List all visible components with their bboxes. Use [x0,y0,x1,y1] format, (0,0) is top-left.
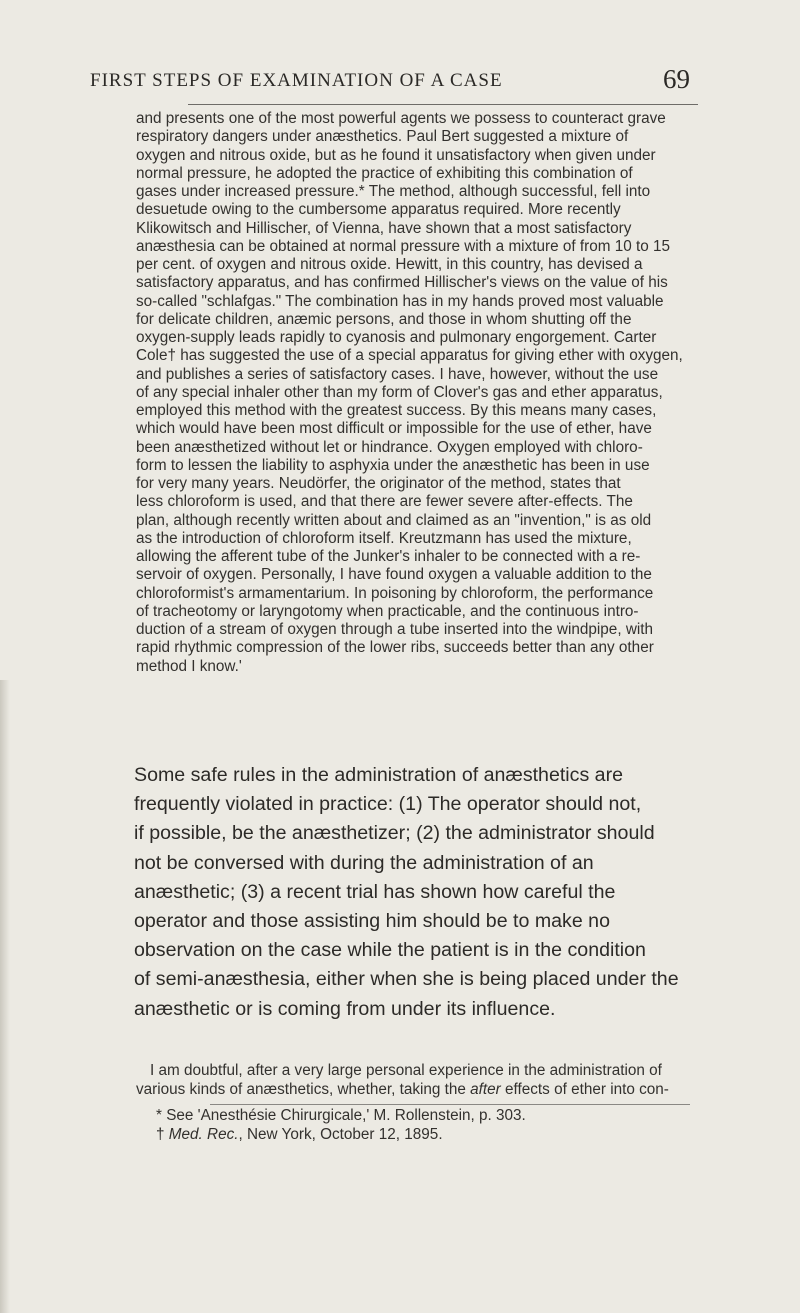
text-line: which would have been most difficult or impossible for the use of ether, have [136,420,652,438]
text-line: oxygen and nitrous oxide, but as he found it unsatisfactory when given under [136,146,656,164]
text-line: desuetude owing to the cumbersome apparatus required. More recently [136,201,621,219]
text-segment: effects of ether into con- [500,1080,669,1098]
header-rule [188,104,698,105]
text-line: of tracheotomy or laryngotomy when practicable, and the continuous intro- [136,602,639,620]
italic-text: Med. Rec. [168,1125,239,1143]
italic-text: after [470,1080,501,1098]
text-line: rapid rhythmic compression of the lower ribs, succeeds better than any other [136,639,654,657]
footnote [156,1126,716,1145]
text-line: employed this method with the greatest success. By this means many cases, [136,402,657,419]
safe-rules-paragraph [134,761,714,1024]
text-line: oxygen-supply leads rapidly to cyanosis and pulmonary engorgement. Carter [136,329,657,346]
text-line: form to lessen the liability to asphyxia under the anæsthetic has been in use [136,456,650,474]
text-line: anæsthesia can be obtained at normal pressure with a mixture of from 10 to 15 [136,237,670,255]
text-line: as the introduction of chloroform itself. Kreutzmann has used the mixture, [136,529,632,547]
text-line: if possible, be the anæsthetizer; (2) the administrator should [134,822,655,845]
text-line: per cent. of oxygen and nitrous oxide. Hewitt, in this country, has devised a [136,256,643,273]
text-segment: , New York, October 12, 1895. [238,1125,443,1143]
footnotes [156,1107,716,1144]
text-line: for very many years. Neudörfer, the originator of the method, states that [136,475,621,492]
text-line: Cole† has suggested the use of a special apparatus for giving ether with oxygen, [136,347,683,365]
closing-paragraph [136,1062,710,1099]
text-line: less chloroform is used, and that there are fewer severe after-effects. The [136,493,633,511]
dagger-mark: † [156,1125,169,1143]
text-line: gases under increased pressure.* The method, although successful, fell into [136,183,651,200]
text-line: frequently violated in practice: (1) The operator should not, [134,793,642,816]
text-segment: various kinds of anæsthetics, whether, taking the [136,1080,471,1098]
text-line: and presents one of the most powerful agents we possess to counteract grave [136,110,666,127]
text-line [136,1081,710,1100]
text-line: plan, although recently written about and claimed as an "invention," is as old [136,511,652,529]
text-line: for delicate children, anæmic persons, and those in whom shutting off the [136,310,632,328]
text-line: and publishes a series of satisfactory cases. I have, however, without the use [136,365,659,383]
text-line: of any special inhaler other than my form of Clover's gas and ether apparatus, [136,383,663,401]
footnote-rule [210,1104,690,1105]
text-line: allowing the afferent tube of the Junker's inhaler to be connected with a re- [136,548,641,565]
text-line: Klikowitsch and Hillischer, of Vienna, have shown that a most satisfactory [136,219,632,237]
text-line: duction of a stream of oxygen through a tube inserted into the windpipe, with [136,621,654,638]
page-number: 69 [663,64,690,94]
text-line: Some safe rules in the administration of anæsthetics are [134,764,624,786]
text-line: anæsthetic; (3) a recent trial has shown how careful the [134,880,616,903]
footnote: * See 'Anesthésie Chirurgicale,' M. Rollenstein, p. 303. [156,1107,526,1124]
text-line: operator and those assisting him should be to make no [134,910,610,933]
text-line: method I know.' [136,657,242,675]
text-line: so-called "schlafgas." The combination has in my hands proved most valuable [136,292,664,310]
quoted-passage [136,110,710,676]
header-title: FIRST STEPS OF EXAMINATION OF A CASE [90,70,503,91]
text-line: I am doubtful, after a very large personal experience in the administration of [150,1062,662,1079]
text-line: of semi-anæsthesia, either when she is being placed under the [134,968,679,991]
text-line: not be conversed with during the administration of an [134,851,594,874]
text-line: respiratory dangers under anæsthetics. Paul Bert suggested a mixture of [136,128,629,146]
text-line: satisfactory apparatus, and has confirmed Hillischer's views on the value of his [136,274,668,292]
text-line: observation on the case while the patient is in the condition [134,939,646,962]
text-line: anæsthetic or is coming from under its influence. [134,997,556,1020]
binding-shadow [0,680,10,1313]
running-header [90,64,690,100]
text-line: servoir of oxygen. Personally, I have found oxygen a valuable addition to the [136,566,652,584]
text-line: been anæsthetized without let or hindrance. Oxygen employed with chloro- [136,438,643,456]
text-line: chloroformist's armamentarium. In poisoning by chloroform, the performance [136,584,654,602]
text-line: normal pressure, he adopted the practice of exhibiting this combination of [136,164,633,182]
